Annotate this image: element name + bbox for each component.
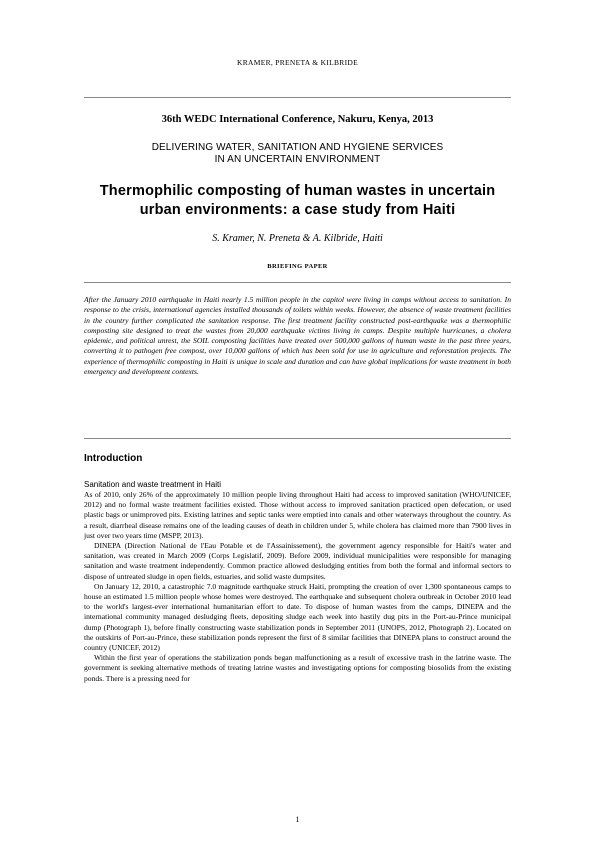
body-paragraph: As of 2010, only 26% of the approximately 10 million people living throughout Haiti had access to improved sanitation (WHO/UNICEF, 2012) and no formal waste treatment facilities existed. Those without access to improved sanitation practiced open defecation, or used plastic bags or unimproved pits. Existing latrines and septic tanks were emptied into canals and other waterways throughout the country. As a result, diarrheal disease remains one of the leading causes of death in children under 5, while cholera has claimed more than 7900 lives in just over two years time (MSPP, 2013). (84, 490, 511, 540)
abstract: After the January 2010 earthquake in Haiti nearly 1.5 million people in the capitol were living in camps without access to sanitation. In response to the crisis, international agencies installed thousands of toilets within weeks. However, the absence of waste treatment facilities in the country further complicated the sanitation response. The first treatment facility constructed post-earthquake was a thermophilic composting site designed to treat the wastes from 20,000 earthquake victims living in camps. Despite multiple hurricanes, a cholera epidemic, and political unrest, the SOIL composting facilities have treated over 500,000 gallons of human waste in the past three years, converting it to pathogen free compost, over 10,000 gallons of which has been sold for use in agriculture and reforestation projects. The experience of thermophilic composting in Haiti is unique in scale and duration and can have global implications for waste treatment in both emergency and development contexts. (84, 295, 511, 377)
abstract-top-divider (84, 282, 511, 283)
paper-title (84, 182, 511, 220)
theme-line-2: IN AN UNCERTAIN ENVIRONMENT (214, 154, 381, 165)
body-paragraph: On January 12, 2010, a catastrophic 7.0 magnitude earthquake struck Haiti, prompting the creation of over 1,300 spontaneous camps to house an estimated 1.5 million people whose homes were destroyed. The earthquake and subsequent cholera outbreak in October 2010 lead to the world's largest-ever international humanitarian effort to date. To dispose of human wastes from the camps, DINEPA and the international community managed desludging fleets, depositing sludge each week into hastily dug pits in the Port-au-Prince municipal dump (Photograph 1), before finally constructing waste stabilization ponds in September 2011 (UNOPS, 2012, Photograph 2). Located on the outskirts of Port-au-Prince, these stabilization ponds represent the first of 8 similar facilities that DINEPA plans to construct around the country (UNICEF, 2012) (84, 581, 511, 653)
page-number: 1 (295, 815, 300, 824)
title-line-2: urban environments: a case study from Haiti (139, 202, 456, 218)
subsection-heading: Sanitation and waste treatment in Haiti (84, 480, 221, 489)
abstract-bottom-divider (84, 438, 511, 439)
conference-theme (84, 142, 511, 166)
top-divider (84, 97, 511, 98)
body-paragraph: DINEPA (Direction National de l'Eau Potable et de l'Assainissement), the government agency responsible for Haiti's water and sanitation, was created in March 2009 (Corps Legislatif, 2009). Before 2009, individual municipalities were responsible for managing sanitation and waste treatment independently. Common practice allowed desludging entities from both the formal and informal sectors to dispose of untreated sludge in open fields, estuaries, and solid waste dumpsites. (84, 541, 511, 581)
paper-type: BRIEFING PAPER (267, 263, 328, 270)
conference-title: 36th WEDC International Conference, Nakuru, Kenya, 2013 (161, 114, 434, 125)
running-head: KRAMER, PRENETA & KILBRIDE (237, 58, 358, 67)
theme-line-1: DELIVERING WATER, SANITATION AND HYGIENE SERVICES (151, 142, 444, 153)
authors: S. Kramer, N. Preneta & A. Kilbride, Haiti (212, 233, 383, 244)
title-line-1: Thermophilic composting of human wastes in uncertain (99, 183, 496, 199)
introduction-body (84, 490, 511, 684)
section-heading: Introduction (84, 453, 143, 464)
body-paragraph: Within the first year of operations the stabilization ponds began malfunctioning as a result of excessive trash in the latrine waste. The government is seeking alternative methods of treating latrine wastes and investigating options for composting biosolids from the existing ponds. There is a pressing need for (84, 653, 511, 683)
